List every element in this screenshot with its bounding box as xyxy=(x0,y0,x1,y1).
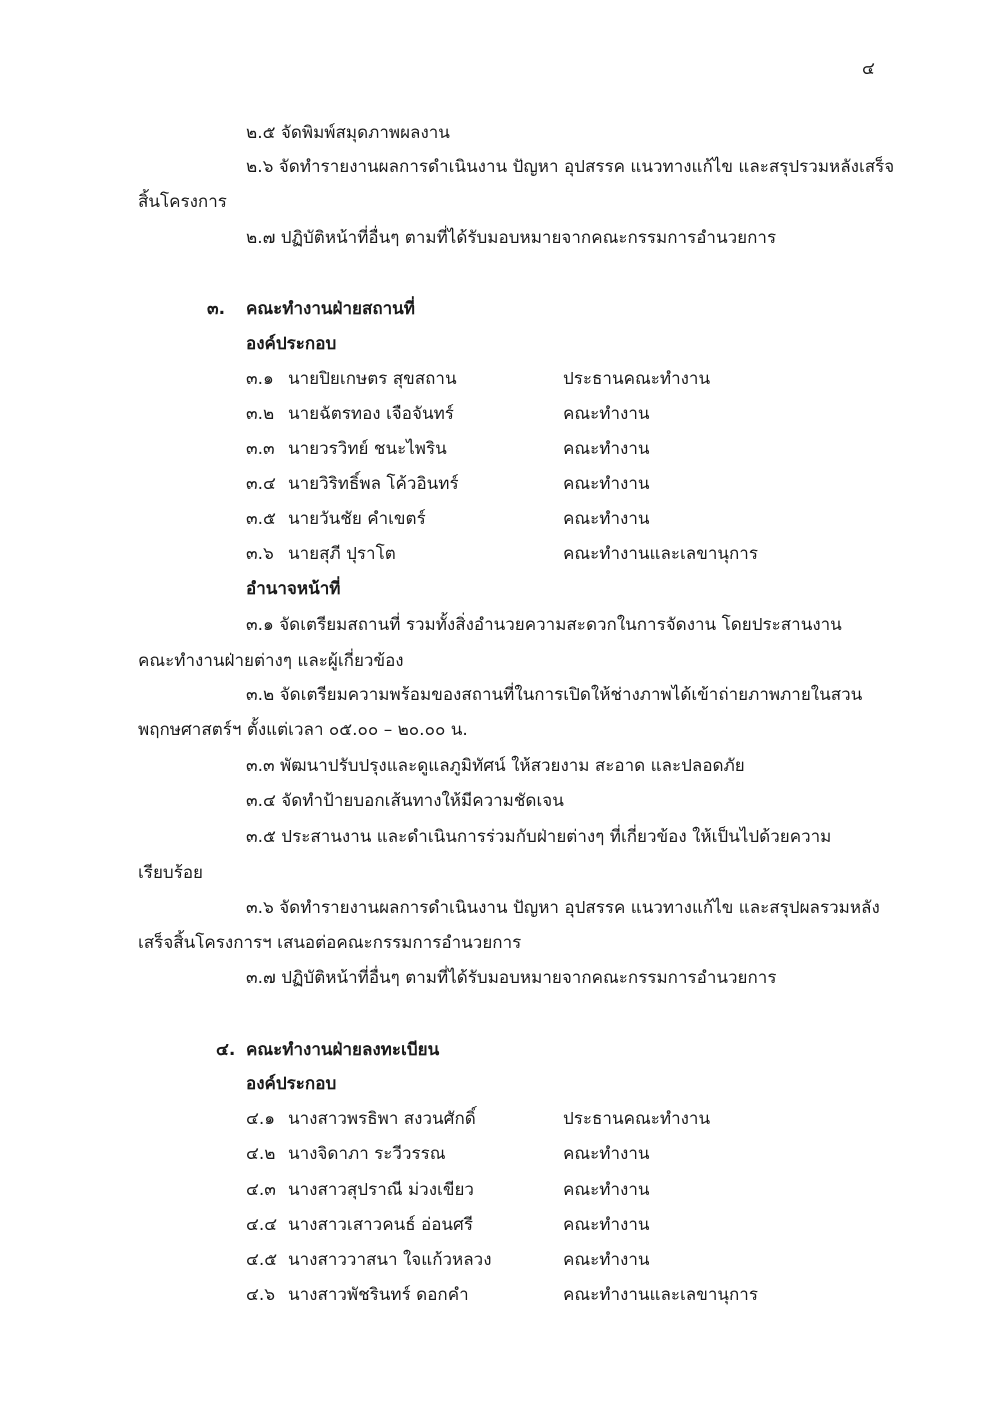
member-number: ๔.๑ xyxy=(246,1109,276,1129)
duty-3-6-line1: ๓.๖ จัดทำรายงานผลการดำเนินงาน ปัญหา อุปสรรค แนวทางแก้ไข และสรุปผลรวมหลัง xyxy=(246,898,880,918)
section-3-duties-heading: อำนาจหน้าที่ xyxy=(246,579,341,599)
member-row xyxy=(246,1179,806,1203)
member-number: ๔.๒ xyxy=(246,1144,276,1164)
duty-3-4: ๓.๔ จัดทำป้ายบอกเส้นทางให้มีความชัดเจน xyxy=(246,791,564,811)
member-role: คณะทำงานและเลขานุการ xyxy=(563,1285,758,1305)
duty-3-2-line2: พฤกษศาสตร์ฯ ตั้งแต่เวลา ๐๕.๐๐ – ๒๐.๐๐ น. xyxy=(138,720,468,740)
item-2-6-line1: ๒.๖ จัดทำรายงานผลการดำเนินงาน ปัญหา อุปสรรค แนวทางแก้ไข และสรุปรวมหลังเสร็จ xyxy=(246,157,895,177)
duty-3-7: ๓.๗ ปฏิบัติหน้าที่อื่นๆ ตามที่ได้รับมอบหมายจากคณะกรรมการอำนวยการ xyxy=(246,968,777,988)
duty-3-1-line1: ๓.๑ จัดเตรียมสถานที่ รวมทั้งสิ่งอำนวยความสะดวกในการจัดงาน โดยประสานงาน xyxy=(246,615,842,635)
member-row xyxy=(246,1284,806,1308)
member-row xyxy=(246,508,806,532)
member-name: นายสุภี ปุราโต xyxy=(288,544,396,564)
member-role: คณะทำงาน xyxy=(563,1144,650,1164)
member-name: นางจิดาภา ระวีวรรณ xyxy=(288,1144,446,1164)
section-3-number: ๓. xyxy=(207,299,226,319)
member-role: ประธานคณะทำงาน xyxy=(563,369,711,389)
member-number: ๓.๑ xyxy=(246,369,274,389)
duty-3-5-line2: เรียบร้อย xyxy=(138,863,203,883)
section-3-composition-heading: องค์ประกอบ xyxy=(246,334,337,354)
member-role: คณะทำงาน xyxy=(563,474,650,494)
member-row xyxy=(246,1143,806,1167)
member-name: นายวันชัย คำเขตร์ xyxy=(288,509,426,529)
member-name: นางสาววาสนา ใจแก้วหลวง xyxy=(288,1250,492,1270)
member-row xyxy=(246,1214,806,1238)
member-number: ๔.๔ xyxy=(246,1215,278,1235)
member-role: คณะทำงาน xyxy=(563,1215,650,1235)
member-number: ๔.๓ xyxy=(246,1180,276,1200)
member-role: คณะทำงาน xyxy=(563,404,650,424)
member-role: คณะทำงานและเลขานุการ xyxy=(563,544,758,564)
member-row xyxy=(246,403,806,427)
section-3-title: คณะทำงานฝ่ายสถานที่ xyxy=(246,299,416,319)
member-name: นางสาวพรธิพา สงวนศักดิ์ xyxy=(288,1109,476,1129)
member-row xyxy=(246,543,806,567)
member-role: คณะทำงาน xyxy=(563,1250,650,1270)
duty-3-5-line1: ๓.๕ ประสานงาน และดำเนินการร่วมกับฝ่ายต่างๆ ที่เกี่ยวข้อง ให้เป็นไปด้วยความ xyxy=(246,827,832,847)
member-number: ๓.๖ xyxy=(246,544,274,564)
member-number: ๔.๖ xyxy=(246,1285,276,1305)
item-2-6-line2: สิ้นโครงการ xyxy=(138,192,227,212)
member-row xyxy=(246,1108,806,1132)
duty-3-1-line2: คณะทำงานฝ่ายต่างๆ และผู้เกี่ยวข้อง xyxy=(138,651,404,671)
item-2-7: ๒.๗ ปฏิบัติหน้าที่อื่นๆ ตามที่ได้รับมอบหมายจากคณะกรรมการอำนวยการ xyxy=(246,228,777,248)
member-role: คณะทำงาน xyxy=(563,439,650,459)
member-role: ประธานคณะทำงาน xyxy=(563,1109,711,1129)
member-number: ๓.๕ xyxy=(246,509,276,529)
duty-3-2-line1: ๓.๒ จัดเตรียมความพร้อมของสถานที่ในการเปิดให้ช่างภาพได้เข้าถ่ายภาพภายในสวน xyxy=(246,685,863,705)
member-number: ๓.๒ xyxy=(246,404,275,424)
member-number: ๓.๔ xyxy=(246,474,276,494)
member-name: นายวรวิทย์ ชนะไพริน xyxy=(288,439,447,459)
member-role: คณะทำงาน xyxy=(563,1180,650,1200)
duty-3-3: ๓.๓ พัฒนาปรับปรุงและดูแลภูมิทัศน์ ให้สวยงาม สะอาด และปลอดภัย xyxy=(246,756,745,776)
member-name: นางสาวเสาวคนธ์ อ่อนศรี xyxy=(288,1215,473,1235)
member-row xyxy=(246,438,806,462)
duty-3-6-line2: เสร็จสิ้นโครงการฯ เสนอต่อคณะกรรมการอำนวยการ xyxy=(138,933,522,953)
member-name: นางสาวสุปราณี ม่วงเขียว xyxy=(288,1180,474,1200)
member-name: นายฉัตรทอง เจือจันทร์ xyxy=(288,404,454,424)
member-row xyxy=(246,1249,806,1273)
member-name: นางสาวพัชรินทร์ ดอกคำ xyxy=(288,1285,469,1305)
section-4-composition-heading: องค์ประกอบ xyxy=(246,1074,337,1094)
section-4-title: คณะทำงานฝ่ายลงทะเบียน xyxy=(246,1040,440,1060)
member-row xyxy=(246,368,806,392)
member-name: นายปิยเกษตร สุขสถาน xyxy=(288,369,457,389)
section-4-number: ๔. xyxy=(216,1040,236,1060)
member-row xyxy=(246,473,806,497)
member-role: คณะทำงาน xyxy=(563,509,650,529)
item-2-5: ๒.๕ จัดพิมพ์สมุดภาพผลงาน xyxy=(246,123,450,143)
member-number: ๓.๓ xyxy=(246,439,275,459)
page-number: ๔ xyxy=(862,59,875,79)
member-number: ๔.๕ xyxy=(246,1250,278,1270)
member-name: นายวิริทธิ์พล โค้วอินทร์ xyxy=(288,474,459,494)
